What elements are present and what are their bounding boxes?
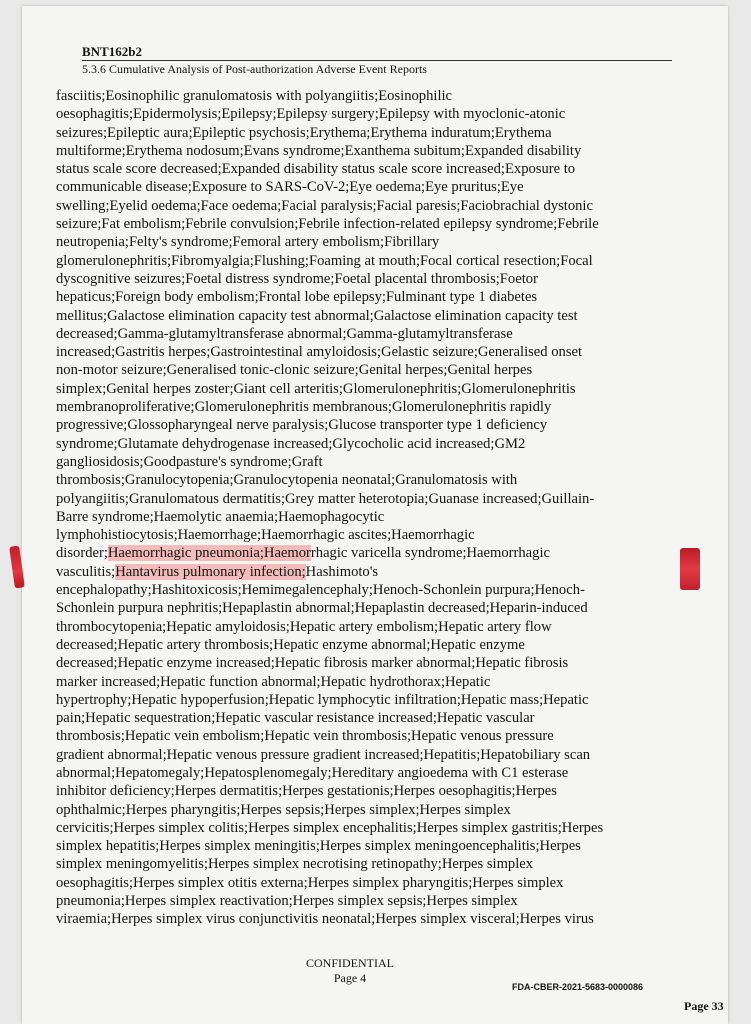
text-line: encephalopathy;Hashitoxicosis;Hemimegalencephaly;Henoch-Schonlein purpura;Henoch- (56, 582, 585, 599)
text-line: mellitus;Galactose elimination capacity test abnormal;Galactose elimination capacity test (56, 307, 578, 324)
text-line: pain;Hepatic sequestration;Hepatic vascular resistance increased;Hepatic vascular (56, 710, 535, 727)
text-line: simplex meningomyelitis;Herpes simplex necrotising retinopathy;Herpes simplex (56, 856, 534, 873)
text-line: lymphohistiocytosis;Haemorrhage;Haemorrhagic ascites;Haemorrhagic (56, 527, 475, 544)
text-segment: disorder; (56, 545, 108, 562)
highlighted-text: Haemorrhagic pneumonia;Haemor (107, 545, 311, 562)
section-title: 5.3.6 Cumulative Analysis of Post-authorization Adverse Event Reports (82, 60, 672, 77)
text-segment: Hashimoto's (305, 563, 379, 580)
text-line: communicable disease;Exposure to SARS-CoV-2;Eye oedema;Eye pruritus;Eye (56, 179, 524, 196)
text-line: seizure;Fat embolism;Febrile convulsion;Febrile infection-related epilepsy syndrome;Febrile (56, 216, 599, 233)
text-line: dyscognitive seizures;Foetal distress syndrome;Foetal placental thrombosis;Foetor (56, 270, 538, 287)
body-text (56, 87, 634, 929)
footer (300, 956, 400, 986)
text-line: progressive;Glossopharyngeal nerve paralysis;Glucose transporter type 1 deficiency (56, 417, 548, 434)
text-line: simplex hepatitis;Herpes simplex meningitis;Herpes simplex meningoencephalitis;Herpes (56, 838, 581, 855)
confidential-label: CONFIDENTIAL (306, 956, 394, 970)
text-line: decreased;Hepatic enzyme increased;Hepatic fibrosis marker abnormal;Hepatic fibrosis (56, 655, 569, 672)
page-number: Page 33 (684, 999, 724, 1013)
text-line: thrombocytopenia;Hepatic amyloidosis;Hepatic artery embolism;Hepatic artery flow (56, 618, 552, 635)
text-line: seizures;Epileptic aura;Epileptic psychosis;Erythema;Erythema induratum;Erythema (56, 124, 552, 141)
text-line: decreased;Hepatic artery thrombosis;Hepatic enzyme abnormal;Hepatic enzyme (56, 636, 525, 653)
text-line: polyangiitis;Granulomatous dermatitis;Grey matter heterotopia;Guanase increased;Guillain- (56, 490, 595, 507)
text-line: thrombosis;Granulocytopenia;Granulocytopenia neonatal;Granulomatosis with (56, 472, 518, 489)
text-segment: vasculitis; (56, 563, 116, 580)
text-line: ophthalmic;Herpes pharyngitis;Herpes sepsis;Herpes simplex;Herpes simplex (56, 801, 511, 818)
text-line: glomerulonephritis;Fibromyalgia;Flushing;Foaming at mouth;Focal cortical resection;Focal (56, 252, 593, 269)
text-line: swelling;Eyelid oedema;Face oedema;Facial paralysis;Facial paresis;Faciobrachial dystonic (56, 197, 593, 214)
text-line: Schonlein purpura nephritis;Hepaplastin abnormal;Hepaplastin decreased;Heparin-induced (56, 600, 588, 617)
text-line: syndrome;Glutamate dehydrogenase increased;Glycocholic acid increased;GM2 (56, 435, 526, 452)
text-line: non-motor seizure;Generalised tonic-clonic seizure;Genital herpes;Genital herpes (56, 362, 533, 379)
text-line: increased;Gastritis herpes;Gastrointestinal amyloidosis;Gelastic seizure;Generalised onset (56, 344, 583, 361)
text-line: membranoproliferative;Glomerulonephritis membranous;Glomerulonephritis rapidly (56, 399, 552, 416)
text-line-highlighted (56, 563, 634, 581)
text-segment: rhagic varicella syndrome;Haemorrhagic (310, 545, 550, 562)
text-line: fasciitis;Eosinophilic granulomatosis with polyangiitis;Eosinophilic (56, 88, 453, 104)
text-line: simplex;Genital herpes zoster;Giant cell arteritis;Glomerulonephritis;Glomerulonephritis (56, 380, 576, 397)
text-line: oesophagitis;Epidermolysis;Epilepsy;Epilepsy surgery;Epilepsy with myoclonic-atonic (56, 106, 566, 123)
document-id: BNT162b2 (82, 44, 142, 59)
red-marker-right (680, 548, 700, 590)
text-line: marker increased;Hepatic function abnormal;Hepatic hydrothorax;Hepatic (56, 673, 491, 690)
text-line: Barre syndrome;Haemolytic anaemia;Haemophagocytic (56, 508, 385, 525)
text-line: multiforme;Erythema nodosum;Evans syndrome;Exanthema subitum;Expanded disability (56, 142, 582, 159)
text-line: gradient abnormal;Hepatic venous pressure gradient increased;Hepatitis;Hepatobiliary scan (56, 746, 591, 763)
text-line: viraemia;Herpes simplex virus conjunctivitis neonatal;Herpes simplex visceral;Herpes virus (56, 911, 594, 928)
text-line: status scale score decreased;Expanded disability status scale score increased;Exposure to (56, 161, 576, 178)
highlighted-text: Hantavirus pulmonary infection; (115, 563, 306, 580)
page-header (82, 44, 672, 77)
text-line: gangliosidosis;Goodpasture's syndrome;Graft (56, 453, 323, 470)
text-line: abnormal;Hepatomegaly;Hepatosplenomegaly;Hereditary angioedema with C1 esterase (56, 764, 569, 781)
text-line: oesophagitis;Herpes simplex otitis externa;Herpes simplex pharyngitis;Herpes simplex (56, 874, 564, 891)
text-line: decreased;Gamma-glutamyltransferase abnormal;Gamma-glutamyltransferase (56, 325, 513, 342)
text-line: thrombosis;Hepatic vein embolism;Hepatic vein thrombosis;Hepatic venous pressure (56, 728, 554, 745)
text-line: hepaticus;Foreign body embolism;Frontal lobe epilepsy;Fulminant type 1 diabetes (56, 289, 538, 306)
text-line: cervicitis;Herpes simplex colitis;Herpes simplex encephalitis;Herpes simplex gastritis;Herpes (56, 819, 604, 836)
text-line: neutropenia;Felty's syndrome;Femoral artery embolism;Fibrillary (56, 234, 440, 251)
page-label: Page 4 (333, 971, 367, 985)
fda-document-id: FDA-CBER-2021-5683-0000086 (512, 982, 644, 992)
text-line: pneumonia;Herpes simplex reactivation;Herpes simplex sepsis;Herpes simplex (56, 893, 518, 910)
text-line: inhibitor deficiency;Herpes dermatitis;Herpes gestationis;Herpes oesophagitis;Herpes (56, 783, 557, 800)
text-line: hypertrophy;Hepatic hypoperfusion;Hepatic lymphocytic infiltration;Hepatic mass;Hepatic (56, 691, 589, 708)
text-line-highlighted (56, 544, 634, 562)
